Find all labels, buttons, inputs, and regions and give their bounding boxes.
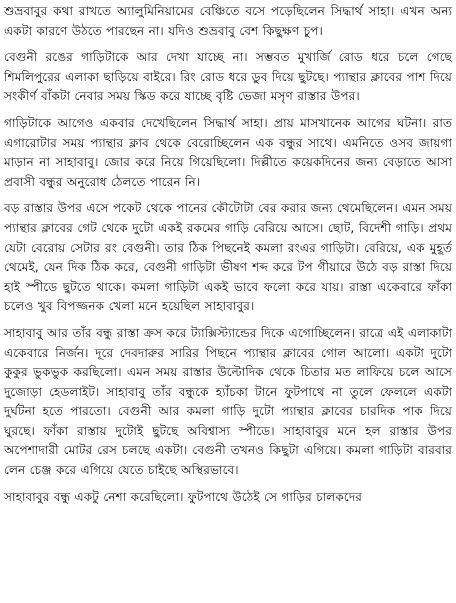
paragraph-4: বড় রাস্তার উপর এসে পকেট থেকে পানের কৌটোটা বের করার জন্য থেমেছিলেন। এমন সময় প্যান্থার ক্লাবের গেট থেকে দুটো একই রকমের গাড়ি বেরিয়ে আসে। ছোট, বিদেশী গাড়ি। প্রথম যেটা বেরোয় সেটার রং বেগুনী। তার ঠিক পিছনেই কমলা রংএর গাড়িটা। বেরিয়ে, এক মুহূর্ত থেমেই, যেন দিক ঠিক করে, বেগুনী গাড়িটা ভীষণ শব্দ করে টপ গীয়ারে উঠে বড় রাস্তা দিয়ে হাই স্পীডে ছুটতে থাকে। কমলা গাড়িটা একই ভাবে ফলো করে যায়। রাস্তা একেবারে ফাঁকা চলেও খুব বিপজ্জনক খেলা মনে হয়েছিল সাহাবাবুর। <box>4 201 452 314</box>
paragraph-6: সাহাবাবুর বন্ধু একটু নেশা করেছিলো। ফুটপাথে উঠেই সে গাড়ির চালকদের <box>4 489 362 504</box>
paragraph-2: বেগুনী রঙের গাড়িটাকে আর দেখা যাচ্ছে না। সম্ভবত মুখার্জি রোড ধরে চলে গেছে শিমলিপুরের এলাকা ছাড়িয়ে বাইরে। রিং রোড ধরে ডুব দিয়ে ছুটছে। প্যান্থার ক্লাবের পাশ দিয়ে সংকীর্ণ বাঁকটা নেবার সময় স্কিড করে যাচ্ছে বৃষ্টি ভেজা মসৃণ রাস্তার উপর। <box>4 50 452 104</box>
paragraph-1: শুভ্রবাবুর কথা রাখতে অ্যালুমিনিয়ামের বেঞ্চিতে বসে পড়েছিলেন সিদ্ধার্থ সাহা। এখন অন্য একটা কারণে উঠতে পারছেন না। যদিও শুভ্রবাবু বেশ কিছুক্ষণ চুপ। <box>4 4 452 38</box>
paragraph-5: সাহাবাবু আর তাঁর বন্ধু রাস্তা ক্রস করে ট্যাক্সিস্ট্যান্ডের দিকে এগোচ্ছিলেন। রাত্রে এই এলাকাটা একেবারে নির্জন। দূরে দেবদারুর সারির পিছনে প্যান্থার ক্লাবের গোল আলো। একটা দুটো কুকুর ভুকভুক করছিলো। এমন সময় রাস্তার উল্টোদিক থেকে চিতার মত লাফিয়ে চলে আসে দুজোড়া হেডলাইট। সাহাবাবু তাঁর বন্ধুকে হ্যাঁচকা টানে ফুটপাথে না তুলে ফেললে একটা দুর্ঘটনা হতে পারতো। বেগুনী আর কমলা গাড়ি দুটো প্যান্থার ক্লাবের চারদিক পাক দিয়ে ঘুরছে। ফাঁকা রাস্তায় দুটোই ছুটছে অবিশ্বাস্য স্পীডে। সাহাবাবুর মনে হল রাস্তার উপর অপেশাদারী মোটর রেস চলছে একটা। বেগুনী তখনও কিছুটা এগিয়ে। কমলা গাড়িটা বারবার লেন চেঞ্জ করে এগিয়ে যেতে চাইছে অস্থিরভাবে। <box>4 325 452 478</box>
paragraph-3: গাড়িটাকে আগেও একবার দেখেছিলেন সিদ্ধার্থ সাহা। প্রায় মাসখানেক আগের ঘটনা। রাত এগারোটার সময় প্যান্থার ক্লাব থেকে বেরোচ্ছিলেন এক বন্ধুর সাথে। এমনিতে ওসব জায়গা মাড়ান না সাহাবাবু। জোর করে নিয়ে গিয়েছিলো। দিল্লীতে কয়েকদিনের জন্য বেড়াতে আসা প্রবাসী বন্ধুর অনুরোধ ঠেলতে পারেন নি। <box>4 115 452 189</box>
